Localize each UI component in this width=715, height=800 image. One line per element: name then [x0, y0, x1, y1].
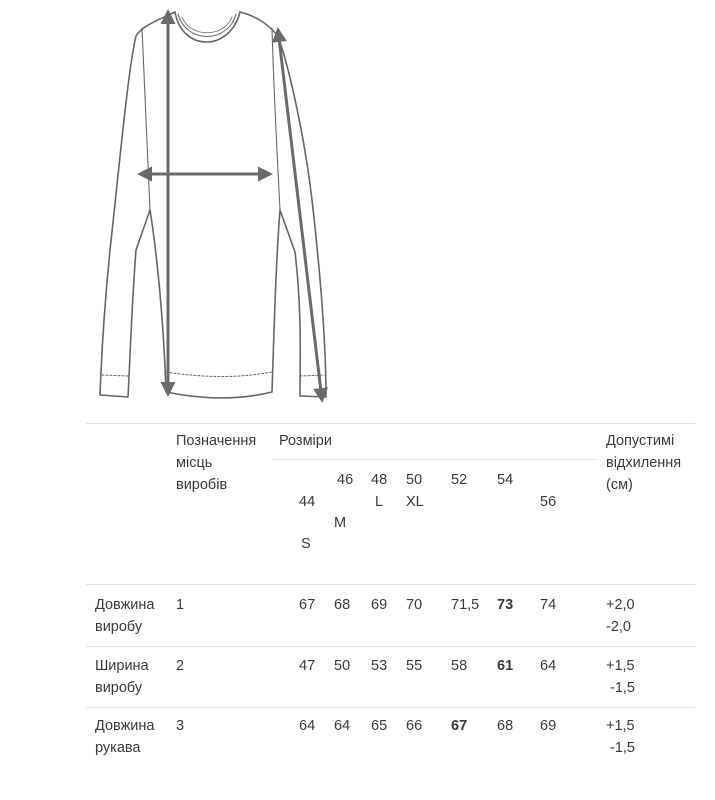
row3-value-54: 68	[497, 718, 514, 734]
size-56-number: 56	[540, 494, 557, 510]
size-50-number: 50	[406, 472, 423, 488]
row1-name-line-2: виробу	[95, 619, 143, 635]
size-52-number: 52	[451, 472, 468, 488]
row2-name-line-1: Ширина	[95, 658, 149, 674]
row3-value-48: 65	[371, 718, 388, 734]
row2-value-52: 58	[451, 658, 468, 674]
row1-name-line-1: Довжина	[95, 597, 155, 613]
size-48-number: 48	[371, 472, 388, 488]
row2-value-54: 61	[497, 658, 514, 674]
garment-outline	[100, 12, 326, 398]
size-44-number: 44	[299, 494, 316, 510]
row2-tolerance-minus: -1,5	[610, 680, 635, 696]
row1-tolerance-plus: +2,0	[606, 597, 635, 613]
row1-value-56: 74	[540, 597, 557, 613]
row2-tolerance-plus: +1,5	[606, 658, 635, 674]
row3-value-44: 64	[299, 718, 316, 734]
row3-tolerance-plus: +1,5	[606, 718, 635, 734]
sizes-header-rule	[272, 459, 596, 460]
header-designation-line-1: Позначення	[176, 433, 257, 449]
header-designation-line-2: місць	[176, 455, 213, 471]
size-50-letter: XL	[406, 494, 424, 510]
row3-value-52: 67	[451, 718, 468, 734]
size-48-letter: L	[375, 494, 384, 510]
row1-value-46: 68	[334, 597, 351, 613]
row2-value-50: 55	[406, 658, 423, 674]
size-54-number: 54	[497, 472, 514, 488]
size-46-number: 46	[337, 472, 354, 488]
row2-name-line-2: виробу	[95, 680, 143, 696]
row2-value-44: 47	[299, 658, 316, 674]
header-tolerance-line-1: Допустимі	[606, 433, 675, 449]
row1-value-54: 73	[497, 597, 514, 613]
row2-value-48: 53	[371, 658, 388, 674]
row1-value-44: 67	[299, 597, 316, 613]
row1-tolerance-minus: -2,0	[606, 619, 631, 635]
table-top-rule	[86, 423, 695, 424]
row2-mark: 2	[176, 658, 185, 674]
row1-value-48: 69	[371, 597, 388, 613]
header-designation-line-3: виробів	[176, 477, 228, 493]
row3-value-46: 64	[334, 718, 351, 734]
row1-mark: 1	[176, 597, 185, 613]
row3-name-line-2: рукава	[95, 740, 141, 756]
size-44-letter: S	[301, 536, 311, 552]
sweatshirt-measurement-diagram	[90, 0, 350, 415]
row1-value-50: 70	[406, 597, 423, 613]
header-sizes-label: Розміри	[279, 433, 332, 449]
row3-mark: 3	[176, 718, 185, 734]
size-46-letter: M	[334, 515, 347, 531]
row3-name-line-1: Довжина	[95, 718, 155, 734]
row3-value-50: 66	[406, 718, 423, 734]
row-rule-1	[86, 584, 695, 585]
row-rule-2	[86, 646, 695, 647]
row-rule-3	[86, 707, 695, 708]
row1-value-52: 71,5	[451, 597, 480, 613]
row3-tolerance-minus: -1,5	[610, 740, 635, 756]
row3-value-56: 69	[540, 718, 557, 734]
header-tolerance-line-2: відхилення	[606, 455, 682, 471]
row2-value-56: 64	[540, 658, 557, 674]
row2-value-46: 50	[334, 658, 351, 674]
header-tolerance-line-3: (см)	[606, 477, 633, 493]
